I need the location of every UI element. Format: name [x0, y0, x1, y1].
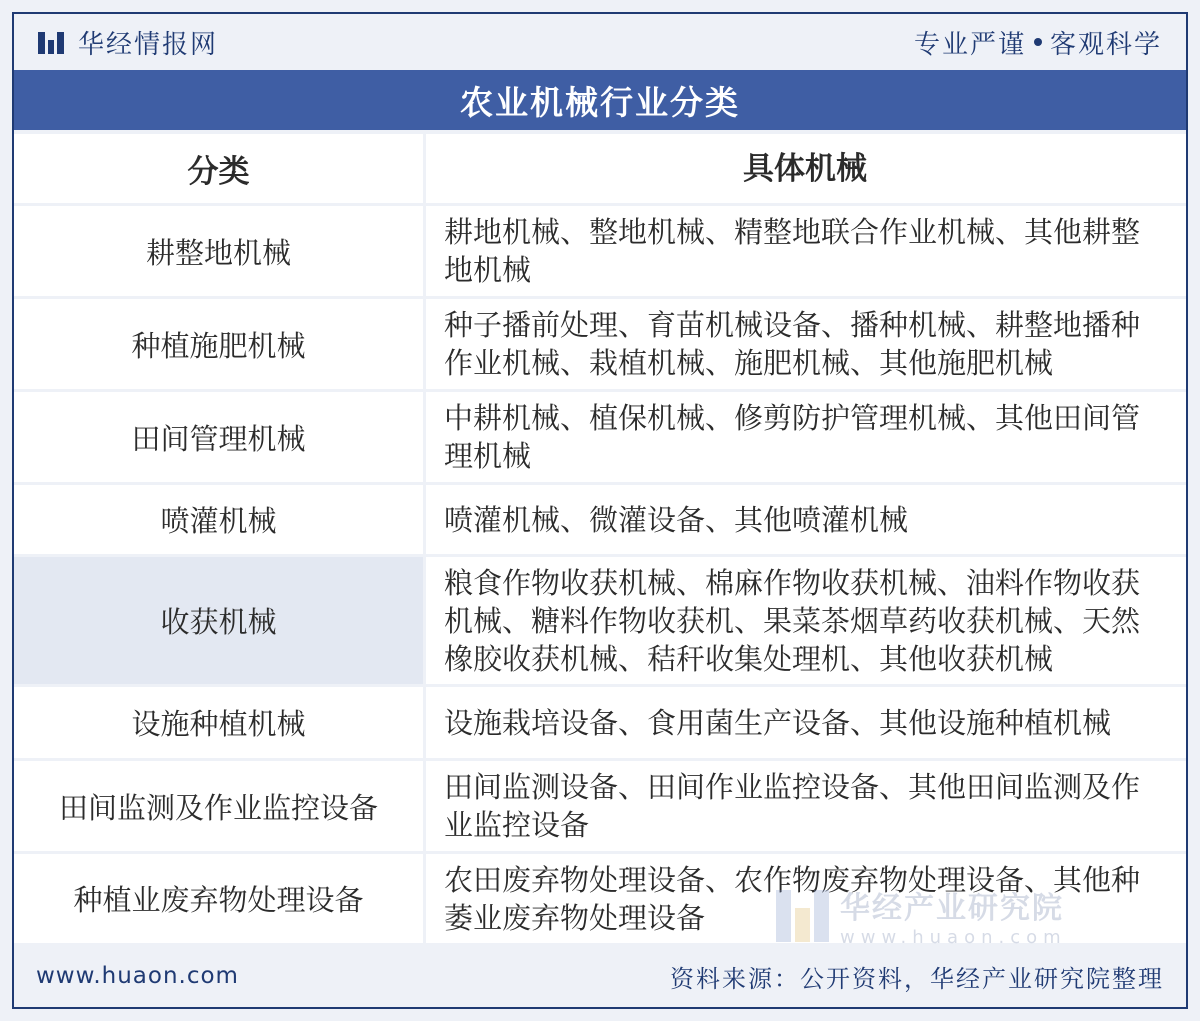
items-cell: 田间监测设备、田间作业监控设备、其他田间监测及作业监控设备: [426, 761, 1186, 851]
brand-logo-icon: [38, 30, 64, 54]
title-bar: [14, 70, 1186, 130]
table-row: [14, 392, 1186, 485]
footer: [14, 946, 1186, 1006]
slogan-left: 专业严谨: [913, 29, 1026, 60]
category-cell: 收获机械: [14, 557, 426, 684]
column-header-category: 分类: [14, 134, 426, 203]
category-cell: 耕整地机械: [14, 206, 426, 296]
slogan: [914, 24, 1162, 61]
table-row: [14, 687, 1186, 761]
category-cell: 田间监测及作业监控设备: [14, 761, 426, 851]
items-cell: 喷灌机械、微灌设备、其他喷灌机械: [426, 485, 1186, 554]
category-cell: 种植业废弃物处理设备: [14, 854, 426, 943]
items-cell: 中耕机械、植保机械、修剪防护管理机械、其他田间管理机械: [426, 392, 1186, 482]
source-note: 资料来源：公开资料，华经产业研究院整理: [670, 964, 1164, 993]
category-cell: 设施种植机械: [14, 687, 426, 758]
items-cell: 粮食作物收获机械、棉麻作物收获机械、油料作物收获机械、糖料作物收获机、果菜茶烟草药收获机械、天然橡胶收获机械、秸秆收集处理机、其他收获机械: [426, 557, 1186, 684]
items-cell: 耕地机械、整地机械、精整地联合作业机械、其他耕整地机械: [426, 206, 1186, 296]
table-row: [14, 854, 1186, 946]
website-link[interactable]: www.huaon.com: [36, 963, 239, 989]
table-header-row: [14, 134, 1186, 206]
brand-name: 华经情报网: [78, 29, 219, 60]
column-header-items: 具体机械: [426, 134, 1186, 203]
items-cell: 种子播前处理、育苗机械设备、播种机械、耕整地播种作业机械、栽植机械、施肥机械、其他施肥机械: [426, 299, 1186, 389]
table-row: [14, 206, 1186, 299]
table-row: [14, 557, 1186, 687]
slogan-right: 客观科学: [1049, 29, 1162, 60]
page-title: 农业机械行业分类: [460, 82, 740, 122]
table-row: [14, 761, 1186, 854]
table-row: [14, 485, 1186, 557]
items-cell: 农田废弃物处理设备、农作物废弃物处理设备、其他种萎业废弃物处理设备: [426, 854, 1186, 943]
brand: [38, 24, 218, 61]
items-cell: 设施栽培设备、食用菌生产设备、其他设施种植机械: [426, 687, 1186, 758]
bullet-dot-icon: [1034, 38, 1042, 46]
classification-table: [14, 134, 1186, 946]
watermark-en: www.huaon.com: [840, 926, 1067, 948]
category-cell: 喷灌机械: [14, 485, 426, 554]
watermark-cn: 华经产业研究院: [840, 890, 1064, 926]
table-row: [14, 299, 1186, 392]
top-bar: [12, 14, 1188, 70]
category-cell: 种植施肥机械: [14, 299, 426, 389]
category-cell: 田间管理机械: [14, 392, 426, 482]
